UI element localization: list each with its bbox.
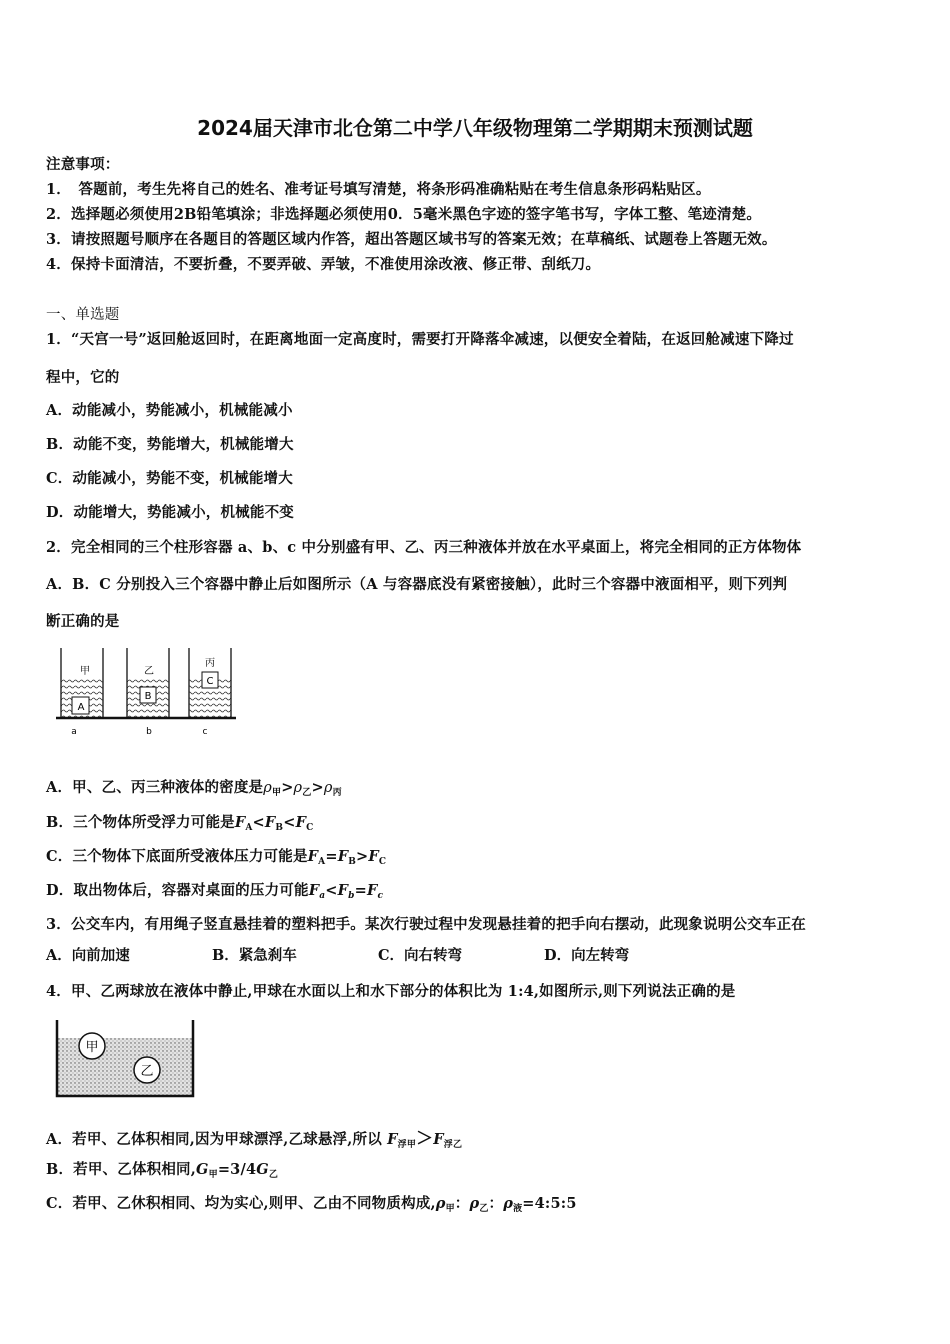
q2-option-b: B．三个物体所受浮力可能是$F_A<F_B<F_C$ <box>46 814 314 833</box>
q4-stem: 4．甲、乙两球放在液体中静止,甲球在水面以上和水下部分的体积比为 1:4,如图所示,则下列说法正确的是 <box>46 983 736 1000</box>
container-c-label: c <box>202 727 208 737</box>
container-b <box>127 648 169 737</box>
q4-option-a: A．若甲、乙体积相同,因为甲球漂浮,乙球悬浮,所以 $F_{浮甲}>F_{浮乙}$ <box>46 1129 463 1150</box>
q2-containers-figure <box>50 642 250 742</box>
notice-item-4: 4．保持卡面清洁，不要折叠，不要弄破、弄皱，不准使用涂改液、修正带、刮纸刀。 <box>46 256 601 273</box>
notice-item-2: 2．选择题必须使用2B铅笔填涂；非选择题必须使用0．5毫米黑色字迹的签字笔书写，字体工整、笔迹清楚。 <box>46 206 762 223</box>
block-b-label: B <box>144 691 152 702</box>
notice-item-3: 3．请按照题号顺序在各题目的答题区域内作答，超出答题区域书写的答案无效；在草稿纸、试题卷上答题无效。 <box>46 231 777 248</box>
q1-option-a: A．动能减小，势能减小，机械能减小 <box>46 402 293 419</box>
container-a <box>61 648 103 737</box>
q3-option-a: A．向前加速 <box>46 947 130 964</box>
q1-stem-line2: 程中，它的 <box>46 369 120 386</box>
q2-option-d: D．取出物体后，容器对桌面的压力可能$F_a<F_b=F_c$ <box>46 882 384 901</box>
container-c <box>189 648 231 737</box>
notice-item-1: 1． 答题前，考生先将自己的姓名、准考证号填写清楚，将条形码准确粘贴在考生信息条形码粘贴区。 <box>46 181 711 198</box>
ball-yi-label: 乙 <box>140 1064 154 1079</box>
q2-stem-line1: 2．完全相同的三个柱形容器 a、b、c 中分别盛有甲、乙、丙三种液体并放在水平桌面上，将完全相同的正方体物体 <box>46 539 802 556</box>
q2-stem-line3: 断正确的是 <box>46 613 120 630</box>
liquid <box>58 1038 192 1095</box>
notice-heading: 注意事项： <box>46 156 120 173</box>
page-title: 2024届天津市北仓第二中学八年级物理第二学期期末预测试题 <box>197 116 753 140</box>
q1-stem-line1: 1．“天宫一号”返回舱返回时，在距离地面一定高度时，需要打开降落伞减速，以便安全着陆，在返回舱减速下降过 <box>46 331 794 348</box>
q3-option-d: D．向左转弯 <box>544 947 630 964</box>
container-a-label: a <box>71 727 77 737</box>
q4-option-c: C．若甲、乙休积相同、均为实心,则甲、乙由不同物质构成$,\rho_甲$：$\rho_乙$：$\rho_液=4:5:5$ <box>46 1195 577 1214</box>
ball-jia-label: 甲 <box>85 1040 99 1055</box>
q1-option-c: C．动能减小，势能不变，机械能增大 <box>46 470 293 487</box>
liquid-jia-label: 甲 <box>80 666 90 677</box>
q3-option-c: C．向右转弯 <box>378 947 463 964</box>
section-heading: 一、单选题 <box>46 307 120 323</box>
block-c-label: C <box>206 676 214 687</box>
q2-option-c: C．三个物体下底面所受液体压力可能是$F_A=F_B>F_C$ <box>46 848 387 867</box>
q4-option-b: B．若甲、乙体积相同$,G_甲=3/4G_乙$ <box>46 1161 279 1180</box>
q2-stem-line2: A．B．C 分别投入三个容器中静止后如图所示（A 与容器底没有紧密接触），此时三个容器中液面相平，则下列判 <box>46 576 788 593</box>
q1-option-d: D．动能增大，势能减小，机械能不变 <box>46 504 294 521</box>
q2-option-a: A．甲、乙、丙三种液体的密度是$\rho_甲>\rho_乙>\rho_丙$ <box>46 779 342 798</box>
q3-option-b: B．紧急刹车 <box>212 947 297 964</box>
q4-balls-figure <box>54 1018 199 1100</box>
q3-stem: 3．公交车内，有用绳子竖直悬挂着的塑料把手。某次行驶过程中发现悬挂着的把手向右摆动，此现象说明公交车正在 <box>46 916 806 933</box>
liquid-yi-label: 乙 <box>144 666 154 677</box>
block-a-label: A <box>77 702 85 713</box>
q1-option-b: B．动能不变，势能增大，机械能增大 <box>46 436 294 453</box>
q3-options <box>46 944 629 965</box>
container-b-label: b <box>146 727 152 737</box>
liquid-bing-label: 丙 <box>205 658 215 669</box>
